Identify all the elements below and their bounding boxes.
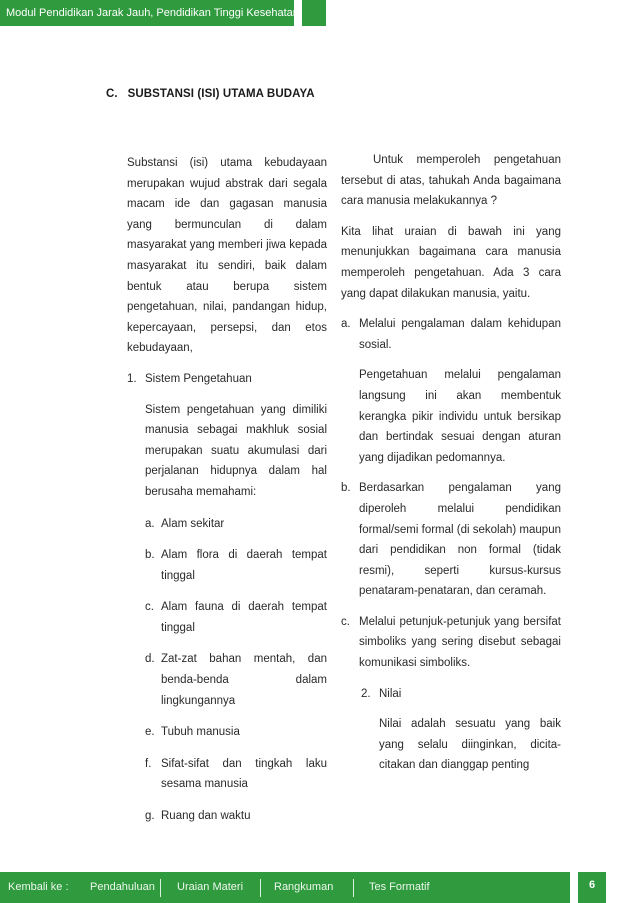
right-column <box>341 150 561 776</box>
sub-list-text: Alam sekitar <box>161 517 225 530</box>
sub-list-marker: f. <box>145 757 152 770</box>
method-marker: b. <box>341 482 351 495</box>
values-paragraph: Nilai adalah sesuatu yang baik yang selalu diinginkan, dicita-citakan dan dianggap penting <box>379 718 561 772</box>
footer-nav <box>0 872 638 903</box>
nav-divider <box>160 879 161 897</box>
method-marker: c. <box>341 615 350 628</box>
left-column <box>127 153 327 827</box>
nav-link-pendahuluan[interactable]: Pendahuluan <box>90 881 155 893</box>
method-explanation: Pengetahuan melalui pengalaman langsung ini akan membentuk kerangka pikir individu untuk bersikap dan bertindak sesuai dengan aturan yang dijadikan pedomannya. <box>359 369 561 464</box>
list-marker: 2. <box>361 687 371 700</box>
sub-list-text: Alam flora di daerah tempat tinggal <box>161 549 327 582</box>
nav-link-tes-formatif[interactable]: Tes Formatif <box>369 881 430 893</box>
sub-list-text: Zat-zat bahan mentah, dan benda-benda dalam lingkungannya <box>161 653 327 707</box>
list-item-title: Sistem Pengetahuan <box>145 372 252 385</box>
sub-list-item <box>145 754 327 795</box>
sub-list-item <box>145 722 327 743</box>
back-to-label: Kembali ke : <box>8 881 69 893</box>
question-paragraph: Untuk memperoleh pengetahuan tersebut di atas, tahukah Anda bagaimana cara manusia melakukannya ? <box>341 154 561 208</box>
module-title: Modul Pendidikan Jarak Jauh, Pendidikan Tinggi Kesehatan <box>0 0 294 26</box>
sub-list-marker: a. <box>145 517 155 530</box>
method-text: Melalui petunjuk-petunjuk yang bersifat simboliks yang sering disebut sebagai komunikasi simboliks. <box>359 615 561 670</box>
method-text: Melalui pengalaman dalam kehidupan sosial. <box>359 318 561 351</box>
header-accent-block <box>302 0 326 26</box>
header-bar <box>0 0 638 26</box>
sub-list-text: Alam fauna di daerah tempat tinggal <box>161 601 327 634</box>
sub-list-item <box>145 545 327 586</box>
intro-paragraph: Substansi (isi) utama kebudayaan merupakan wujud abstrak dari segala macam ide dan gagasan manusia yang bermunculan di dalam masyarakat yang memberi jiwa kepada masyarakat itu sendiri, baik dalam bentuk atau berupa sistem pengetahuan, nilai, pandangan hidup, kepercayaan, persepsi, dan etos kebudayaan, <box>127 157 327 355</box>
method-marker: a. <box>341 318 351 331</box>
list-item-knowledge-system <box>127 369 327 827</box>
page-number: 6 <box>578 872 606 903</box>
sub-list-marker: c. <box>145 601 154 614</box>
sub-list-text: Ruang dan waktu <box>161 810 251 823</box>
sub-list-marker: d. <box>145 653 155 666</box>
sub-list-item <box>145 597 327 638</box>
list-marker: 1. <box>127 372 137 385</box>
sub-list-text: Tubuh manusia <box>161 726 240 739</box>
section-heading: C. SUBSTANSI (ISI) UTAMA BUDAYA <box>106 88 315 100</box>
nav-link-uraian-materi[interactable]: Uraian Materi <box>177 881 244 893</box>
methods-intro-paragraph: Kita lihat uraian di bawah ini yang menunjukkan bagaimana cara manusia memperoleh pengetahuan. Ada 3 cara yang dapat dilakukan manusia, yaitu. <box>341 225 561 300</box>
sub-list-text: Sifat-sifat dan tingkah laku sesama manusia <box>161 757 327 791</box>
list-item-values <box>361 684 561 776</box>
sub-list-marker: e. <box>145 726 155 739</box>
method-text: Berdasarkan pengalaman yang diperoleh melalui pendidikan formal/semi formal (di sekolah) maupun dari pendidikan non formal (tidak resmi), seperti kursus-kursus penataram-penataran, dan ceramah. <box>359 482 561 598</box>
method-item <box>341 612 561 674</box>
nav-divider <box>353 879 354 897</box>
sub-list-item <box>145 806 327 827</box>
sub-list-item <box>145 514 327 535</box>
footer-bar <box>0 872 570 903</box>
list-item-title: Nilai <box>379 687 402 700</box>
method-item <box>341 314 561 468</box>
nav-link-rangkuman[interactable]: Rangkuman <box>274 881 334 893</box>
knowledge-system-paragraph: Sistem pengetahuan yang dimiliki manusia sebagai makhluk sosial merupakan suatu akumulasi dari perjalanan hidupnya dalam hal berusaha memahami: <box>145 403 327 498</box>
sub-list-marker: g. <box>145 810 155 823</box>
method-item <box>341 478 561 602</box>
nav-divider <box>260 879 261 897</box>
sub-list-marker: b. <box>145 549 155 562</box>
sub-list-item <box>145 649 327 711</box>
